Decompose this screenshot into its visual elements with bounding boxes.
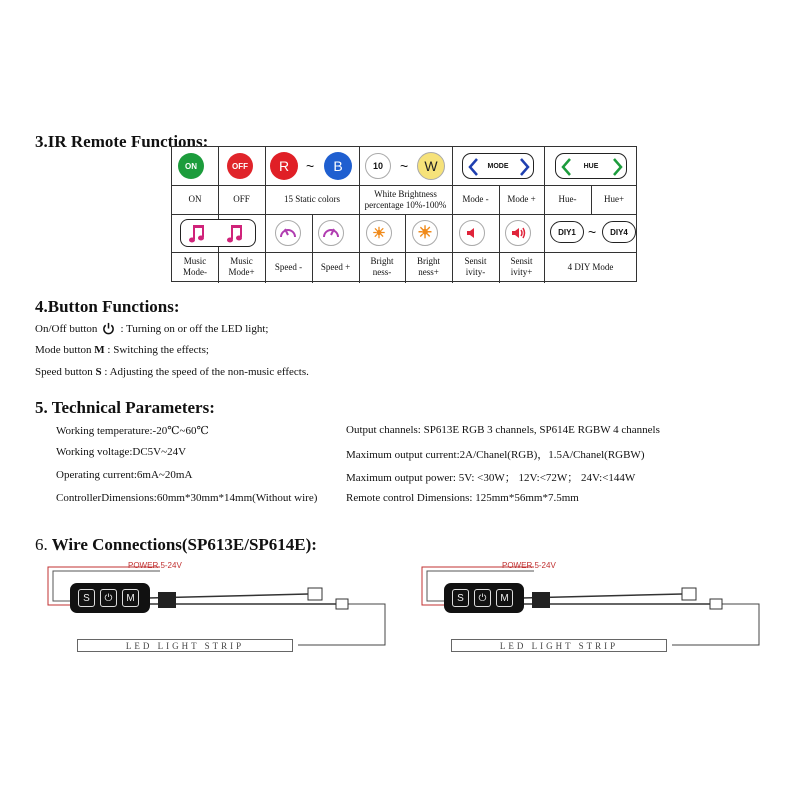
- music-buttons: [180, 219, 256, 247]
- speed-line: [35, 366, 309, 378]
- label-sensitivity-minus: [452, 252, 499, 282]
- led-strip: [451, 639, 667, 652]
- mode-icon-label: MODE: [487, 162, 509, 170]
- param-voltage: Working voltage:DC5V~24V: [56, 446, 187, 458]
- range-tilde: ~: [306, 158, 315, 174]
- blue-color-icon: B: [324, 152, 352, 180]
- param-max-power: Maximum output power: 5V: <30W； 12V:<72W； 24V:<144W: [346, 472, 636, 484]
- power-key-icon: ⏻: [474, 589, 491, 607]
- section-6-title: [35, 535, 317, 555]
- speed-description: : Adjusting the speed of the non-music effects.: [104, 366, 309, 378]
- controller-box: [70, 583, 150, 613]
- label-speed-plus: Speed +: [320, 261, 351, 272]
- range-tilde: ~: [400, 158, 409, 174]
- speed-label: Speed button: [35, 366, 93, 378]
- sensitivity-plus-icon: [505, 220, 531, 246]
- section-6-title-text: Wire Connections(SP613E/SP614E):: [51, 535, 317, 554]
- speed-key-icon: S: [452, 589, 469, 607]
- label-off: OFF: [233, 194, 250, 204]
- white-icon: W: [417, 152, 445, 180]
- param-controller-dimensions: ControllerDimensions:60mm*30mm*14mm(Without wire): [56, 492, 318, 504]
- param-output-channels: Output channels: SP613E RGB 3 channels, SP614E RGBW 4 channels: [346, 424, 660, 436]
- brightness-minus-icon: ☀: [366, 220, 392, 246]
- param-max-current: Maximum output current:2A/Chanel(RGB)，1.5A/Chanel(RGBW): [346, 449, 645, 461]
- mode-icon: [462, 153, 534, 179]
- onoff-description: : Turning on or off the LED light;: [120, 322, 269, 335]
- label-diy-mode: 4 DIY Mode: [567, 261, 614, 272]
- label-sensitivity-plus: [499, 252, 544, 282]
- controller-box: [444, 583, 524, 613]
- label-line: Mode+: [228, 267, 255, 277]
- wire-lines: [40, 560, 400, 670]
- label-line: Sensit: [464, 256, 487, 266]
- label-line: Music: [183, 256, 207, 266]
- label-line: Bright: [416, 256, 440, 266]
- hue-icon-label: HUE: [583, 162, 599, 170]
- param-remote-dimensions: Remote control Dimensions: 125mm*56mm*7.5mm: [346, 492, 579, 504]
- white-brightness-line2: percentage 10%-100%: [364, 199, 447, 210]
- param-temperature: Working temperature:-20℃~60℃: [56, 425, 209, 437]
- power-label: POWER 5-24V: [128, 561, 182, 570]
- led-strip-label: LED LIGHT STRIP: [499, 640, 619, 651]
- label-mode-minus: Mode -: [462, 194, 489, 204]
- section-6-number: 6.: [35, 535, 48, 554]
- label-line: ivity+: [510, 267, 533, 277]
- ir-remote-table: [171, 146, 637, 282]
- label-music-plus: [218, 252, 265, 282]
- wiring-diagram-sp614e: [414, 560, 774, 670]
- sensitivity-minus-icon: [459, 220, 485, 246]
- onoff-line: [35, 322, 268, 335]
- label-on: ON: [188, 194, 202, 204]
- label-hue-plus: Hue+: [603, 194, 625, 204]
- label-static-colors: 15 Static colors: [284, 194, 340, 204]
- speed-key-icon: S: [78, 589, 95, 607]
- led-strip-label: LED LIGHT STRIP: [125, 640, 245, 651]
- white-brightness-line1: White Brightness: [374, 188, 437, 199]
- label-line: ivity-: [465, 267, 486, 277]
- diy1-icon: DIY1: [550, 221, 584, 243]
- diy4-icon: DIY4: [602, 221, 636, 243]
- wire-lines: [414, 560, 774, 670]
- label-line: Mode-: [183, 267, 207, 277]
- hue-icon: [555, 153, 627, 179]
- mode-key: M: [94, 344, 105, 356]
- mode-description: : Switching the effects;: [107, 344, 209, 356]
- brightness-10-icon: 10: [365, 153, 391, 179]
- speed-minus-icon: [275, 220, 301, 246]
- section-3-title: 3.IR Remote Functions:: [35, 132, 209, 151]
- mode-key-icon: M: [496, 589, 513, 607]
- label-white-brightness: [359, 185, 452, 214]
- label-line: ness-: [372, 267, 392, 277]
- power-key-icon: ⏻: [100, 589, 117, 607]
- speed-plus-icon: [318, 220, 344, 246]
- range-tilde: ~: [588, 224, 597, 240]
- mode-line: [35, 344, 209, 356]
- red-color-icon: R: [270, 152, 298, 180]
- off-icon: OFF: [227, 153, 253, 179]
- mode-label: Mode button: [35, 344, 92, 356]
- wiring-diagram-sp613e: [40, 560, 400, 670]
- section-4-title: 4.Button Functions:: [35, 297, 180, 316]
- label-line: Bright: [370, 256, 394, 266]
- label-music-minus: [172, 252, 218, 282]
- label-line: ness+: [418, 267, 439, 277]
- label-mode-plus: Mode +: [507, 194, 536, 204]
- label-brightness-minus: [359, 252, 405, 282]
- music-note-icon: [187, 223, 251, 245]
- label-hue-minus: Hue-: [558, 194, 577, 204]
- onoff-label: On/Off button: [35, 322, 98, 335]
- power-label: POWER 5-24V: [502, 561, 556, 570]
- label-line: Sensit: [510, 256, 533, 266]
- led-strip: [77, 639, 293, 652]
- param-current: Operating current:6mA~20mA: [56, 469, 193, 481]
- label-line: Music: [230, 256, 253, 266]
- power-icon: [102, 322, 115, 335]
- section-5-title: 5. Technical Parameters:: [35, 398, 215, 417]
- mode-key-icon: M: [122, 589, 139, 607]
- label-speed-minus: Speed -: [274, 261, 303, 272]
- on-icon: ON: [178, 153, 204, 179]
- speed-key: S: [95, 366, 102, 378]
- brightness-plus-icon: ☀: [412, 220, 438, 246]
- label-brightness-plus: [405, 252, 452, 282]
